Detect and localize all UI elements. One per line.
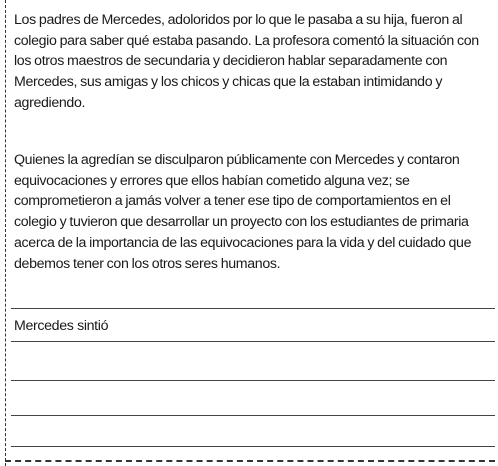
writing-line-answer-1[interactable] — [11, 341, 495, 342]
story-paragraph-1: Los padres de Mercedes, adoloridos por lo que le pasaba a su hija, fueron al colegio para saber qué estaba pasando. La profesora comentó la situación con los otros maestros de secundaria y decidieron hablar separadamente con Mercedes, sus amigas y los chicos y chicas que la estaban intimidando y agrediendo. — [14, 12, 479, 111]
story-paragraph-2: Quienes la agredían se disculparon públicamente con Mercedes y contaron equivocaciones y errores que ellos habían cometido alguna vez; se comprometieron a jamás volver a tener ese tipo de comportamientos en el colegio y tuvieron que desarrollar un proyecto con los estudiantes de primaria acerca de la importancia de las equivocaciones para la vida y del cuidado que debemos tener con los otros seres humanos. — [14, 152, 472, 272]
writing-line-top — [11, 308, 495, 309]
exercise-prompt: Mercedes sintió — [14, 318, 109, 334]
writing-line-answer-3[interactable] — [11, 415, 495, 416]
bottom-dashed-border — [5, 460, 495, 462]
writing-line-answer-4[interactable] — [11, 446, 495, 447]
writing-line-answer-2[interactable] — [11, 380, 495, 381]
left-dashed-border — [5, 0, 6, 466]
